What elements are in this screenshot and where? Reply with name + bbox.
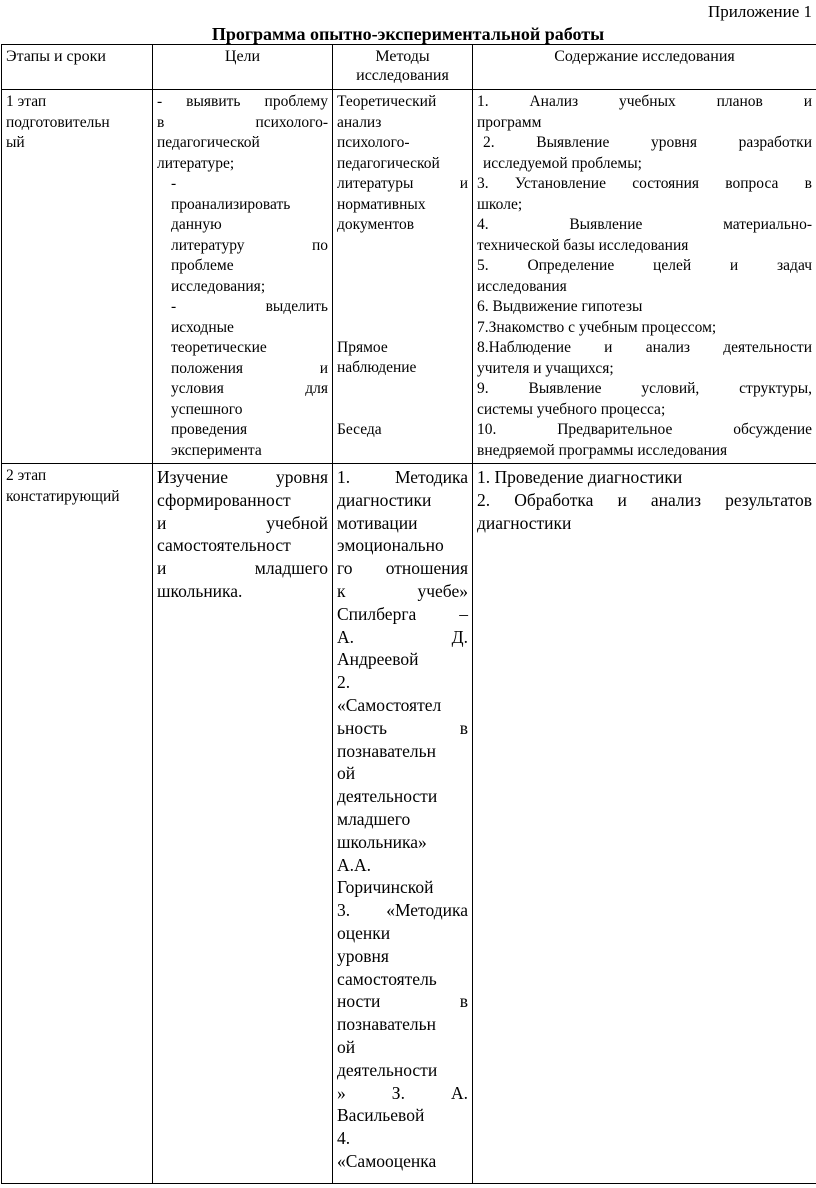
text-line: Горичинской <box>337 877 434 898</box>
row2-methods <box>333 464 473 1184</box>
text-line: школьника» <box>337 831 427 852</box>
text-line: литературу по <box>171 236 328 254</box>
text-line: оценки <box>337 922 391 943</box>
row1-content <box>473 90 816 464</box>
text-line: деятельности <box>337 1059 438 1080</box>
text-line: технической базы исследования <box>477 236 689 254</box>
table-header-row <box>2 45 816 90</box>
text-line: А.А. <box>337 854 372 875</box>
text-line: - <box>171 175 177 192</box>
text-line: «Самостоятел <box>337 694 442 715</box>
text-line: 8.Наблюдение и анализ деятельности <box>477 339 812 356</box>
text-line: проведения <box>171 421 248 438</box>
text-line: проанализировать <box>171 195 291 213</box>
text-line: ой <box>337 763 356 784</box>
text-line: - выявить проблему <box>157 93 328 110</box>
text-line: программ <box>477 113 542 131</box>
text-line: 6. Выдвижение гипотезы <box>477 298 643 315</box>
text-line: исходные <box>171 318 234 336</box>
document-title: Программа опытно-экспериментальной работы <box>211 24 605 44</box>
row1-stage <box>2 90 153 464</box>
text-line: самостоятель <box>337 968 437 989</box>
text-line: положения и <box>171 359 328 377</box>
text-line: А. Д. <box>337 626 468 647</box>
text-line: 5. Определение целей и задач <box>477 257 812 274</box>
text-line: 4. Выявление материально- <box>477 216 812 233</box>
header-methods: Методы исследования <box>333 45 473 90</box>
text-line: уровня <box>337 945 389 966</box>
text-line: литературе; <box>157 154 235 172</box>
text-line: педагогической <box>337 154 440 172</box>
text-line: 1. Проведение диагностики <box>477 467 683 487</box>
text-line: деятельности <box>337 786 438 807</box>
text-line: диагностики <box>337 489 432 510</box>
text-line: 7.Знакомство с учебным процессом; <box>477 318 717 336</box>
text-line: Изучение уровня <box>157 467 328 487</box>
text-line: ый <box>6 134 25 151</box>
text-line: 3. «Методика <box>337 900 468 921</box>
table-row <box>2 90 816 464</box>
text-line: го отношения <box>337 558 468 579</box>
text-line: эмоционально <box>337 535 444 556</box>
text-line: «Самооценка <box>337 1150 437 1171</box>
text-line: диагностики <box>477 512 572 533</box>
text-line: Спилберга – <box>337 603 468 624</box>
header-content: Содержание исследования <box>473 45 816 90</box>
text-line: психолого- <box>337 134 410 151</box>
text-line: 2. Выявление уровня разработки <box>483 134 812 151</box>
text-line: » З. А. <box>337 1082 468 1103</box>
text-line: Васильевой <box>337 1105 425 1126</box>
text-line: 1. Методика <box>337 467 468 487</box>
text-line: ьность в <box>337 717 468 738</box>
text-line: литературы и <box>337 175 468 192</box>
text-line: наблюдение <box>337 359 417 376</box>
table-row <box>2 464 816 1184</box>
text-line: 1. Анализ учебных планов и <box>477 93 812 110</box>
text-line: самостоятельност <box>157 535 291 556</box>
text-line: и учебной <box>157 512 328 533</box>
text-line: системы учебного процесса; <box>477 400 666 418</box>
text-line: успешного <box>171 400 243 418</box>
text-line: педагогической <box>157 134 260 151</box>
text-line: сформированност <box>157 489 291 510</box>
text-line: 4. <box>337 1128 351 1149</box>
text-line: учителя и учащихся; <box>477 359 614 377</box>
text-line: 2. Обработка и анализ результатов <box>477 489 812 510</box>
text-line: документов <box>337 216 415 233</box>
text-line: проблеме <box>171 257 234 274</box>
text-line: и младшего <box>157 558 328 579</box>
text-line: в психолого- <box>157 113 328 131</box>
text-line: 10. Предварительное обсуждение <box>477 421 812 438</box>
text-line: нормативных <box>337 195 426 213</box>
text-line: анализ <box>337 113 382 131</box>
row2-goals <box>153 464 333 1184</box>
text-line: мотивации <box>337 512 418 533</box>
text-line: исследования <box>477 277 567 295</box>
row1-goals <box>153 90 333 464</box>
text-line: эксперимента <box>171 441 262 459</box>
text-line: - выделить <box>171 298 328 315</box>
text-line: теоретические <box>171 339 267 356</box>
text-line: познавательн <box>337 740 437 761</box>
program-table <box>1 44 816 1184</box>
text-line: 2. <box>337 672 351 693</box>
text-line: констатирующий <box>6 487 120 505</box>
text-line: 9. Выявление условий, структуры, <box>477 380 812 397</box>
text-line: младшего <box>337 808 411 829</box>
header-goals: Цели <box>153 45 333 90</box>
spacer <box>337 236 468 338</box>
text-line: Прямое <box>337 338 388 356</box>
row2-content <box>473 464 816 1184</box>
text-line: исследования; <box>171 277 266 295</box>
text-line: познавательн <box>337 1014 437 1035</box>
text-line: Теоретический <box>337 93 437 110</box>
text-line: 3. Установление состояния вопроса в <box>477 175 812 192</box>
text-line: внедряемой программы исследования <box>477 441 728 459</box>
text-line: 2 этап <box>6 467 47 484</box>
text-line: 1 этап <box>6 93 47 110</box>
text-line: школьника. <box>157 580 243 601</box>
text-line: подготовительн <box>6 113 110 131</box>
appendix-label: Приложение 1 <box>708 2 812 21</box>
text-line: ой <box>337 1036 356 1057</box>
row1-methods <box>333 90 473 464</box>
spacer <box>337 379 468 420</box>
text-line: Беседа <box>337 420 382 438</box>
text-line: исследуемой проблемы; <box>483 154 642 172</box>
text-line: к учебе» <box>337 580 468 601</box>
row2-stage <box>2 464 153 1184</box>
text-line: условия для <box>171 380 328 397</box>
text-line: школе; <box>477 195 523 213</box>
header-stages: Этапы и сроки <box>2 45 153 90</box>
text-line: Андреевой <box>337 649 419 670</box>
text-line: данную <box>171 216 222 233</box>
text-line: ности в <box>337 991 468 1012</box>
